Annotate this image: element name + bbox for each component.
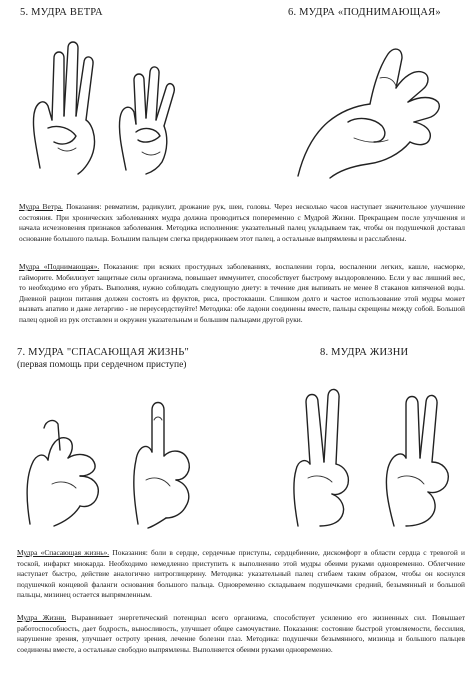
- heading-mudra-wind: 5. МУДРА ВЕТРА: [20, 7, 103, 18]
- paragraph-mudra-life-saving: [17, 548, 465, 601]
- text-mudra-wind: Показания: ревматизм, радикулит, дрожание рук, шеи, головы. Через несколько часов наступает значительное улучшение состояния. При хронических заболеваниях мудра должна проводиться попеременно с Мудрой Жизни. Прекращаем после улучшения и начала исчезновения признаков заболевания. Методика исполнения: указательный палец укладываем так, чтобы он подушечкой доставал основание большого пальца. Большим пальцем слегка придерживаем этот палец, а остальные выпрямлены и расслаблены.: [19, 202, 466, 243]
- text-mudra-lifting: Показания: при всяких простудных заболеваниях, воспалении горла, воспалении легких, кашле, насморке, гайморите. Мобилизует защитные силы организма, повышает иммунитет, способствует быстрому выздоровлению. Если у вас лишний вес, то необходимо его убрать. Выполняя, нужно соблюдать следующую диету: в течение дня выпивать не менее 8 стаканов кипяченой воды. Дневной рацион питания должен состоять из фруктов, риса, простокваши. Слишком долго и частое использование этой мудры может вызвать апатию и даже летаргию - не переусердствуйте! Методика: обе ладони соединены вместе, пальцы скрещены между собой. Большой палец одной из рук отставлен и окружен указательным и большим пальцами другой руки.: [19, 262, 465, 324]
- lead-mudra-lifting: Мудра «Поднимающая».: [19, 262, 100, 271]
- paragraph-mudra-wind: [19, 202, 465, 244]
- heading-mudra-lifting: 6. МУДРА «ПОДНИМАЮЩАЯ»: [288, 7, 441, 18]
- heading-mudra-life: 8. МУДРА ЖИЗНИ: [320, 347, 409, 358]
- hand-life-saving-mudra-icon: [18, 380, 208, 530]
- paragraph-mudra-life: [17, 613, 465, 655]
- hand-lifting-mudra-icon: [284, 26, 464, 184]
- subheading-mudra-life-saving: (первая помощь при сердечном приступе): [17, 360, 187, 370]
- hand-life-mudra-icon: [284, 380, 464, 530]
- hand-wind-mudra-icon: [18, 28, 196, 178]
- lead-mudra-life-saving: Мудра «Спасающая жизнь».: [17, 548, 110, 557]
- text-mudra-life-saving: Показания: боли в сердце, сердечные приступы, сердцебиение, дискомфорт в области сердца с тревогой и тоской, инфаркт миокарда. Необходимо немедленно приступить к выполнению этой мудры обеими руками одновременно. Облегчение наступает быстро, действие аналогично нитроглицерину. Методика: указательный палец сгибаем таким образом, чтобы он коснулся подушечкой концевой фаланги основания большого пальца. Одновременно складываем подушечками средний, безымянный и большой пальцы, мизинец остается выпрямленным.: [17, 548, 465, 600]
- paragraph-mudra-lifting: [19, 262, 465, 326]
- heading-mudra-life-saving: 7. МУДРА "СПАСАЮЩАЯ ЖИЗНЬ": [17, 347, 190, 358]
- text-mudra-life: Выравнивает энергетический потенциал всего организма, способствует усилению его жизненных сил. Повышает работоспособность, дает бодрость, выносливость, улучшает общее самочувствие. Показания: состояние быстрой утомляемости, бессилия, нарушение зрения, улучшает остроту зрения, лечение болезни глаз. Методика: подушечки безымянного, мизинца и большого пальцев соединены вместе, а остальные свободно выпрямлены. Выполняется обеими руками одновременно.: [17, 613, 465, 654]
- lead-mudra-life: Мудра Жизни.: [17, 613, 67, 622]
- lead-mudra-wind: Мудра Ветра.: [19, 202, 63, 211]
